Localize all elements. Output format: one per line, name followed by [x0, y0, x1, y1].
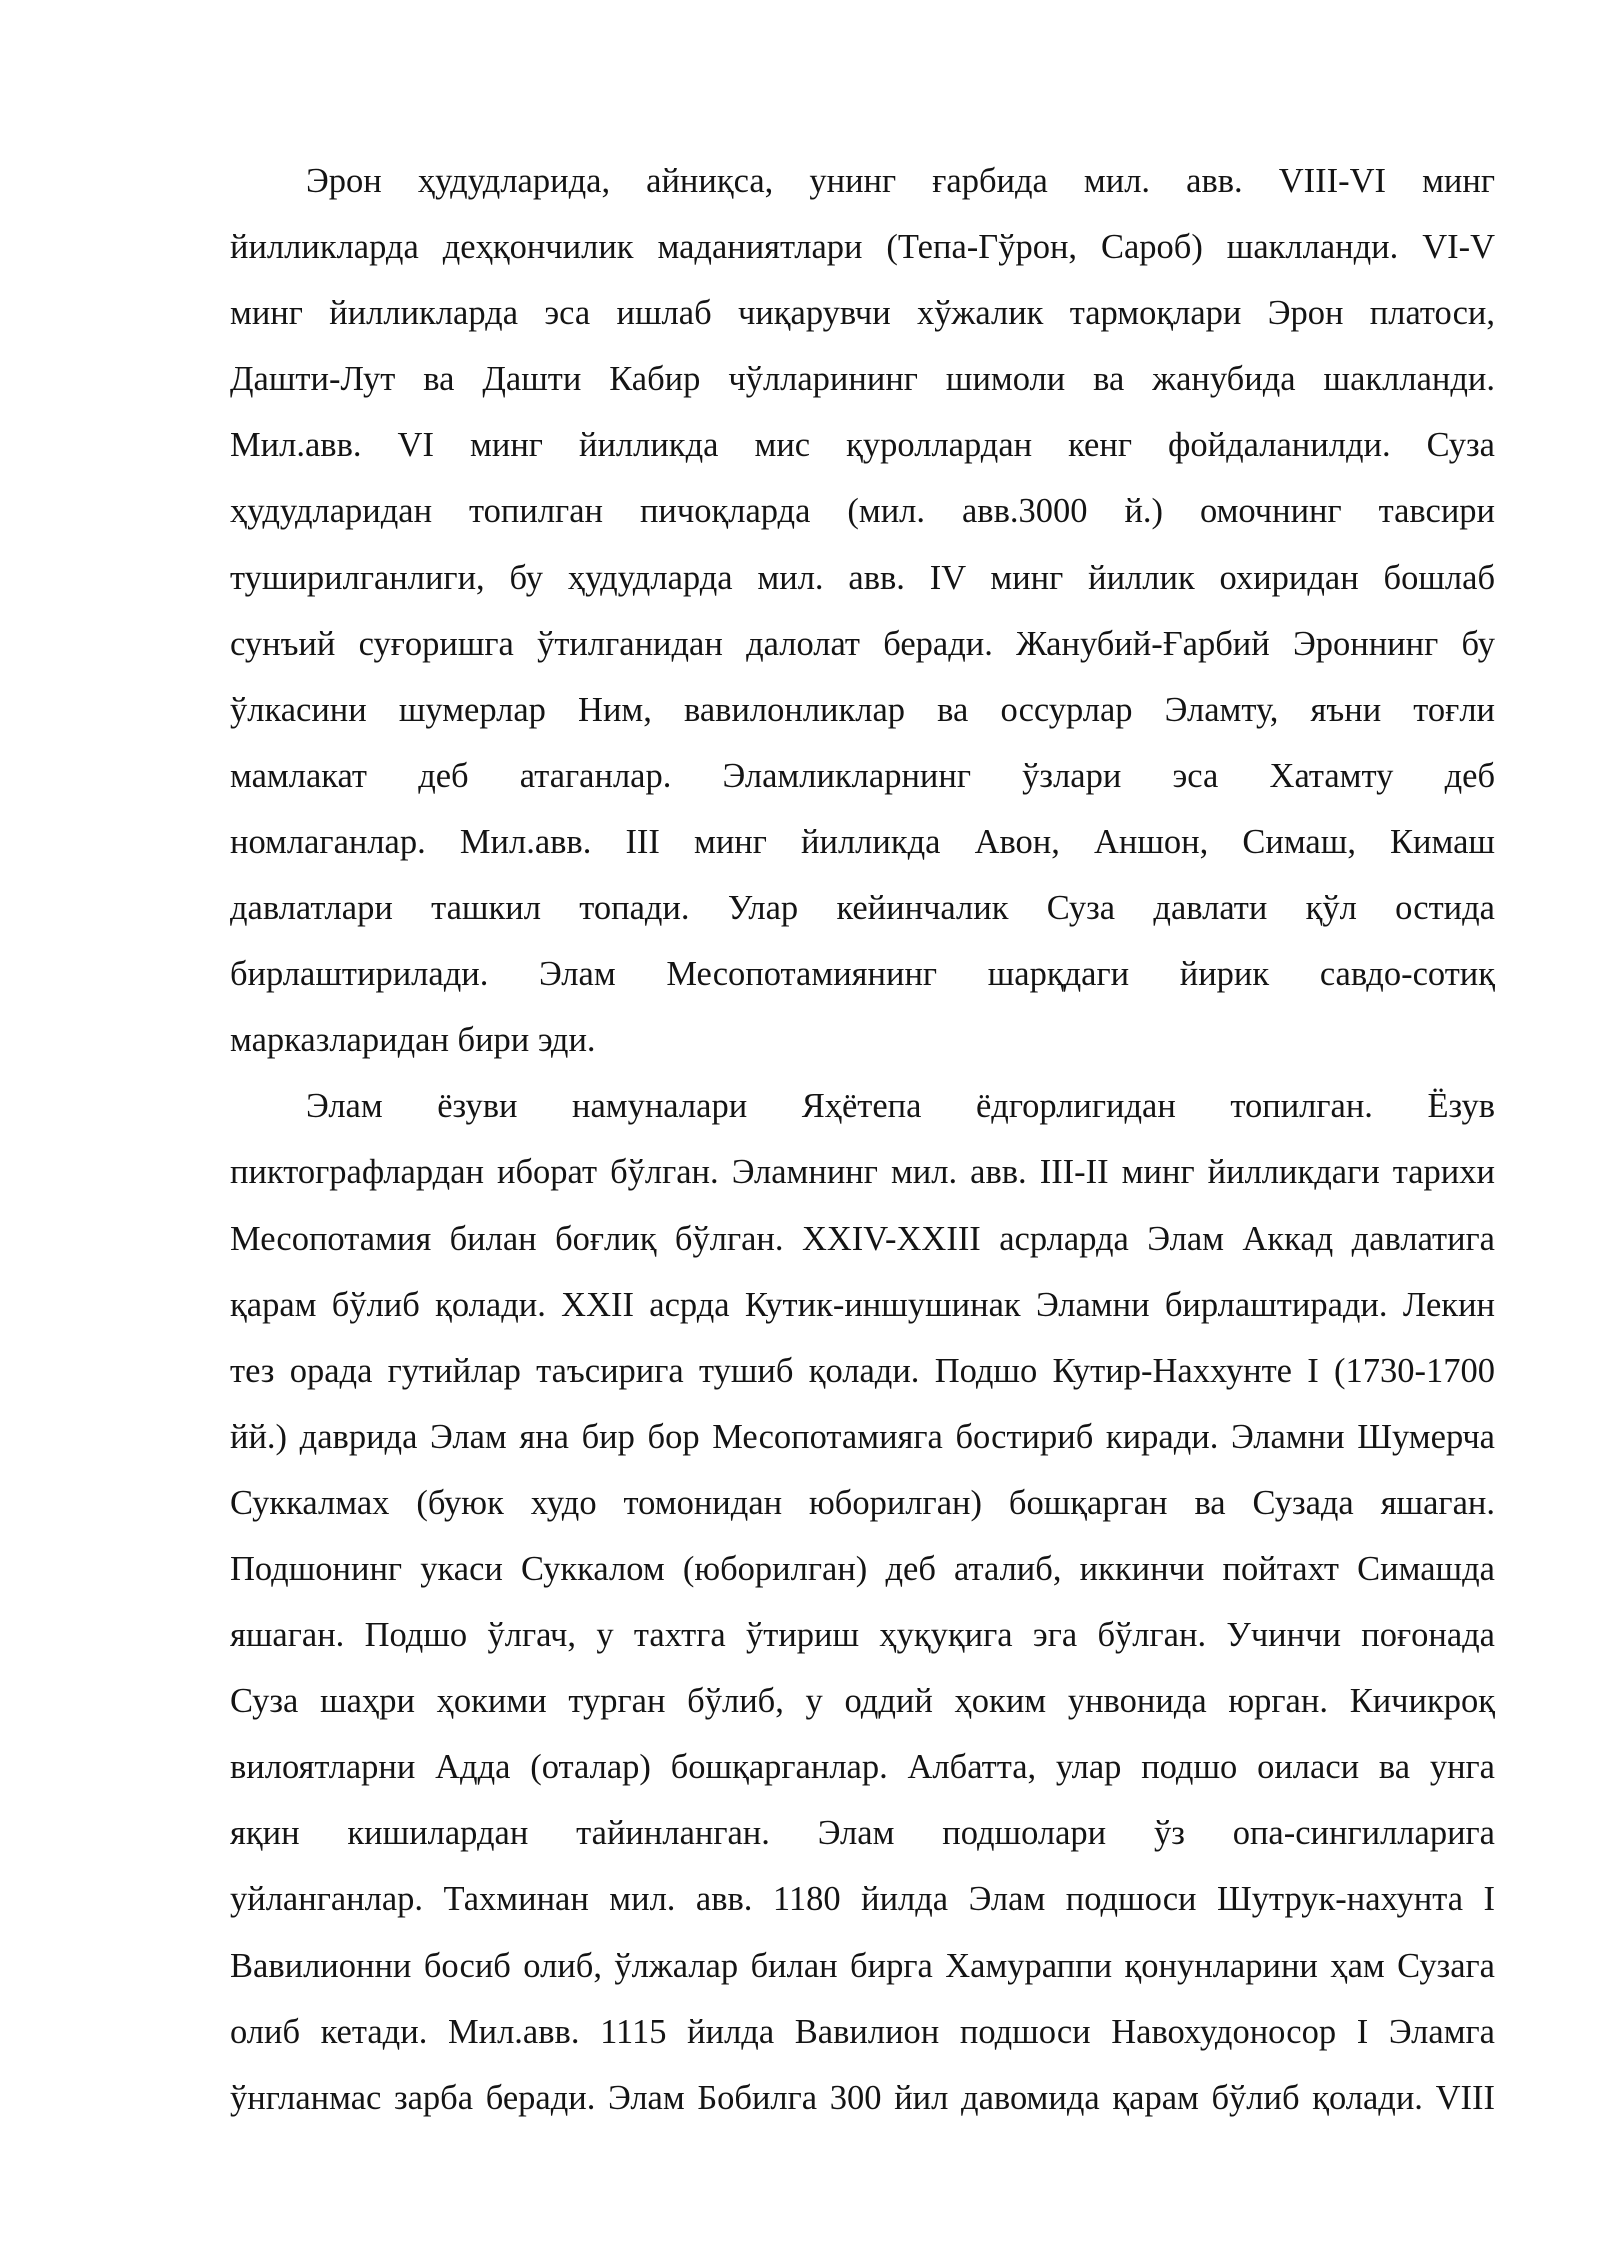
text-line: марказларидан бири эди. [230, 1021, 596, 1060]
text-line: мамлакат деб атаганлар. Эламликларнинг ўзлари эса Хатамту деб [230, 756, 1495, 795]
text-line: номлаганлар. Мил.авв. III минг йилликда Авон, Аншон, Симаш, Кимаш [230, 822, 1495, 861]
text-line: Дашти-Лут ва Дашти Кабир чўлларининг шимоли ва жанубида шаклланди. [230, 360, 1495, 399]
text-line: Эрон ҳудудларида, айниқса, унинг ғарбида мил. авв. VIII-VI минг [306, 162, 1495, 200]
text-line: пиктографлардан иборат бўлган. Эламнинг мил. авв. III-II минг йилликдаги тарихи [230, 1153, 1495, 1192]
text-line: Мил.авв. VI минг йилликда мис қуроллардан кенг фойдаланилди. Суза [230, 426, 1495, 465]
text-line: Суккалмах (буюк худо томонидан юборилган) бошқарган ва Сузада яшаган. [230, 1483, 1495, 1522]
text-line: Суза шаҳри ҳокими турган бўлиб, у оддий ҳоким унвонида юрган. Кичикроқ [230, 1682, 1495, 1721]
text-line: ҳудудларидан топилган пичоқларда (мил. авв.3000 й.) омочнинг тавсири [230, 492, 1495, 531]
text-line: қарам бўлиб қолади. XXII асрда Кутик-иншушинак Эламни бирлаштиради. Лекин [230, 1285, 1495, 1324]
text-line: йй.) даврида Элам яна бир бор Месопотамияга бостириб киради. Эламни Шумерча [230, 1417, 1495, 1456]
paragraph-1 [230, 148, 1495, 1073]
text-line: яқин кишилардан тайинланган. Элам подшолари ўз опа-сингилларига [230, 1814, 1495, 1853]
text-line: Элам ёзуви намуналари Яҳётепа ёдгорлигидан топилган. Ёзув [306, 1087, 1495, 1126]
text-line: давлатлари ташкил топади. Улар кейинчалик Суза давлати қўл остида [230, 889, 1495, 928]
text-line: йилликларда деҳқончилик маданиятлари (Тепа-Гўрон, Сароб) шаклланди. VI-V [230, 228, 1495, 267]
text-line: олиб кетади. Мил.авв. 1115 йилда Вавилион подшоси Навохудоносор I Эламга [230, 2012, 1495, 2051]
text-line: яшаган. Подшо ўлгач, у тахтга ўтириш ҳуқуқига эга бўлган. Учинчи поғонада [230, 1616, 1495, 1655]
text-line: Подшонинг укаси Суккалом (юборилган) деб аталиб, иккинчи пойтахт Симашда [230, 1549, 1495, 1588]
text-line: Вавилионни босиб олиб, ўлжалар билан бирга Хамураппи қонунларини ҳам Сузага [230, 1946, 1495, 1985]
paragraph-2 [230, 1073, 1495, 2131]
text-line: ўнгланмас зарба беради. Элам Бобилга 300 йил давомида қарам бўлиб қолади. VIII [230, 2078, 1495, 2117]
text-line: Месопотамия билан боғлиқ бўлган. XXIV-XXIII асрларда Элам Аккад давлатига [230, 1219, 1495, 1258]
text-line: вилоятларни Адда (оталар) бошқарганлар. Албатта, улар подшо оиласи ва унга [230, 1748, 1495, 1787]
text-line: тез орада гутийлар таъсирига тушиб қолади. Подшо Кутир-Наххунте I (1730-1700 [230, 1351, 1495, 1390]
body-text [230, 148, 1495, 2131]
text-line: туширилганлиги, бу ҳудудларда мил. авв. IV минг йиллик охиридан бошлаб [230, 558, 1495, 597]
text-line: сунъий суғоришга ўтилганидан далолат беради. Жанубий-Ғарбий Эроннинг бу [230, 624, 1495, 663]
text-line: уйланганлар. Тахминан мил. авв. 1180 йилда Элам подшоси Шутрук-нахунта I [230, 1880, 1495, 1919]
text-line: бирлаштирилади. Элам Месопотамиянинг шарқдаги йирик савдо-сотиқ [230, 955, 1495, 994]
text-line: ўлкасини шумерлар Ним, вавилонликлар ва оссурлар Эламту, яъни тоғли [230, 690, 1495, 729]
text-line: минг йилликларда эса ишлаб чиқарувчи хўжалик тармоқлари Эрон платоси, [230, 294, 1495, 333]
